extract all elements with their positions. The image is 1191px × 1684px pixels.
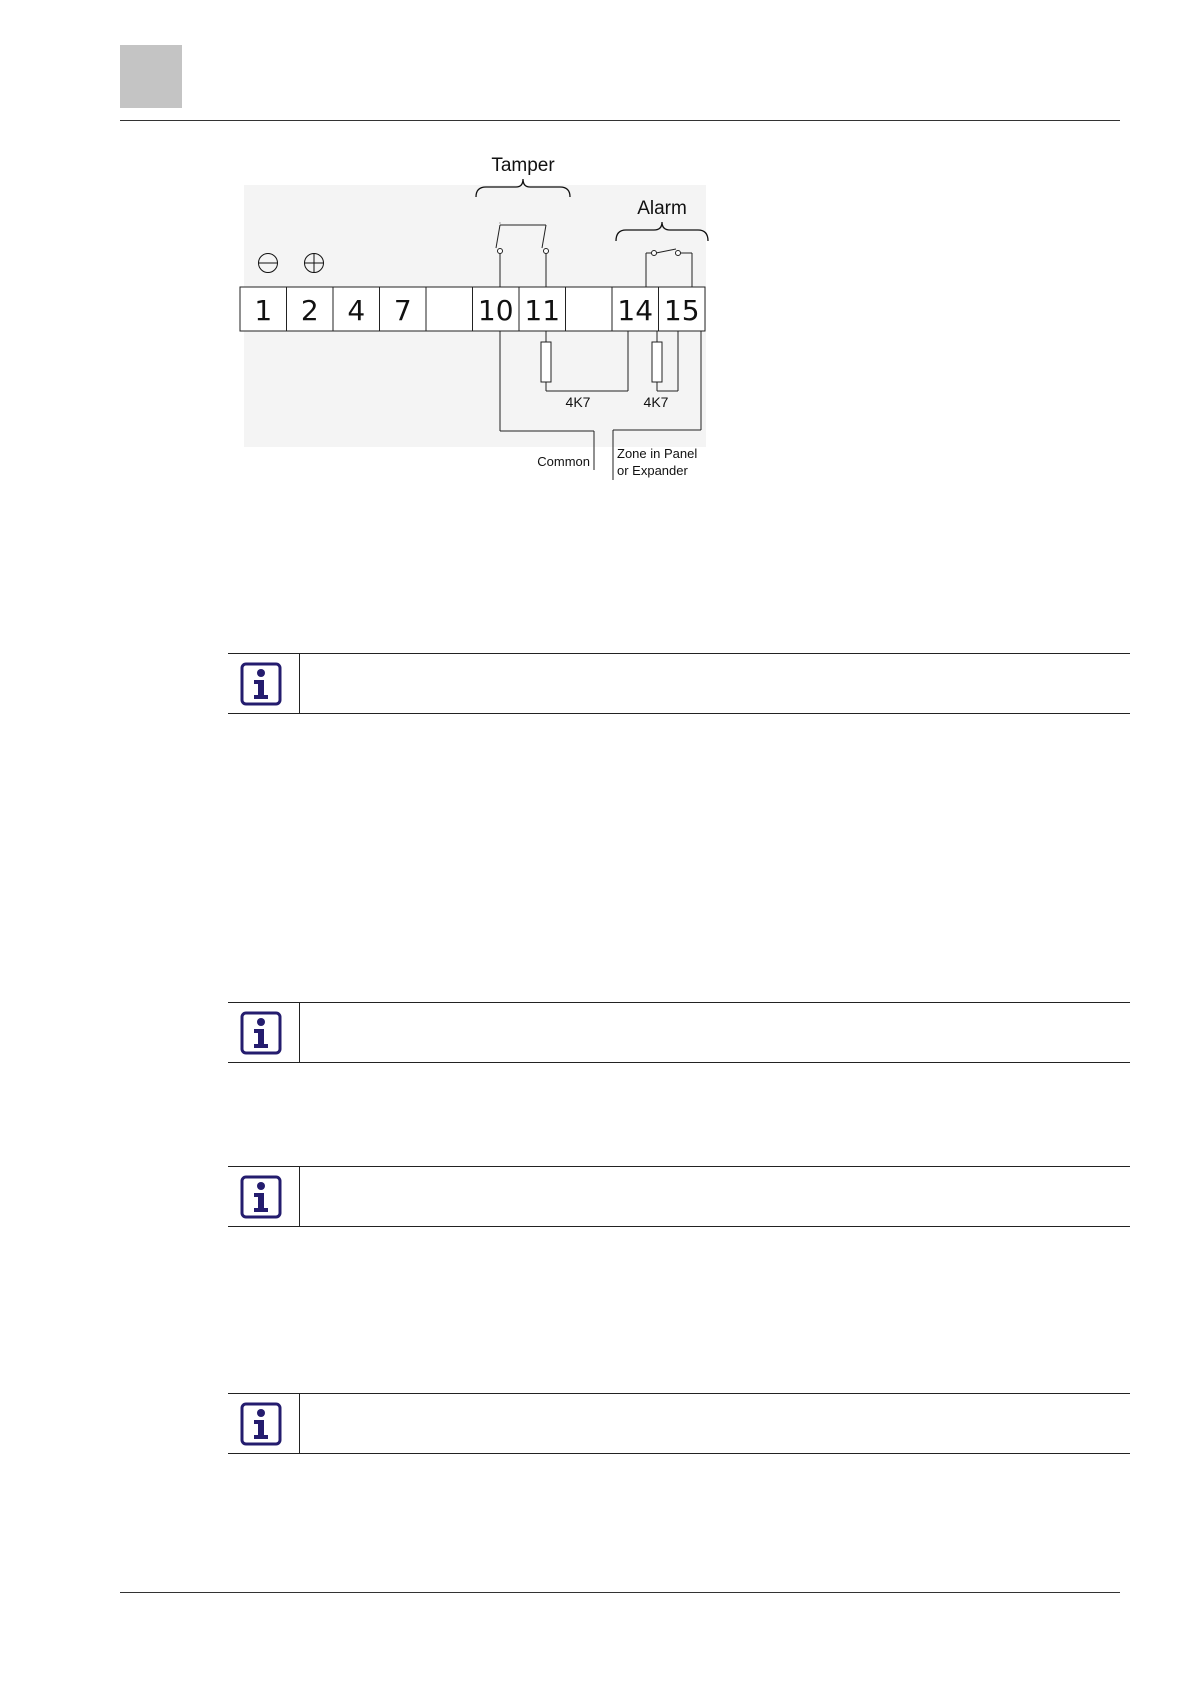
alarm-label: Alarm [637, 198, 687, 219]
resistor-1-label: 4K7 [565, 394, 591, 410]
terminal-cell [426, 287, 473, 331]
chapter-tab [120, 45, 182, 108]
info-icon [240, 1402, 282, 1446]
terminal-number: 14 [617, 294, 654, 327]
info-note-3 [228, 1166, 1130, 1227]
resistor-2-label: 4K7 [643, 394, 669, 410]
zone-label-line1: Zone in Panel [617, 446, 698, 461]
terminal-number: 1 [254, 294, 273, 327]
footer-rule [120, 1592, 1120, 1593]
terminal-block [240, 287, 705, 331]
resistor-2 [652, 342, 662, 382]
common-label: Common [537, 454, 590, 469]
info-note-2 [228, 1002, 1130, 1063]
tamper-label: Tamper [491, 155, 555, 176]
terminal-number: 4 [347, 294, 366, 327]
terminal-number: 7 [393, 294, 412, 327]
wiring-diagram [236, 145, 736, 490]
terminal-number: 2 [300, 294, 319, 327]
info-note-1 [228, 653, 1130, 714]
info-icon [240, 1011, 282, 1055]
header-rule [120, 120, 1120, 121]
resistor-1 [541, 342, 551, 382]
terminal-cell [566, 287, 613, 331]
zone-label-line2: or Expander [617, 463, 688, 478]
terminal-number: 11 [524, 294, 561, 327]
info-note-4 [228, 1393, 1130, 1454]
terminal-number: 15 [663, 294, 700, 327]
terminal-number: 10 [477, 294, 514, 327]
info-icon [240, 662, 282, 706]
info-icon [240, 1175, 282, 1219]
